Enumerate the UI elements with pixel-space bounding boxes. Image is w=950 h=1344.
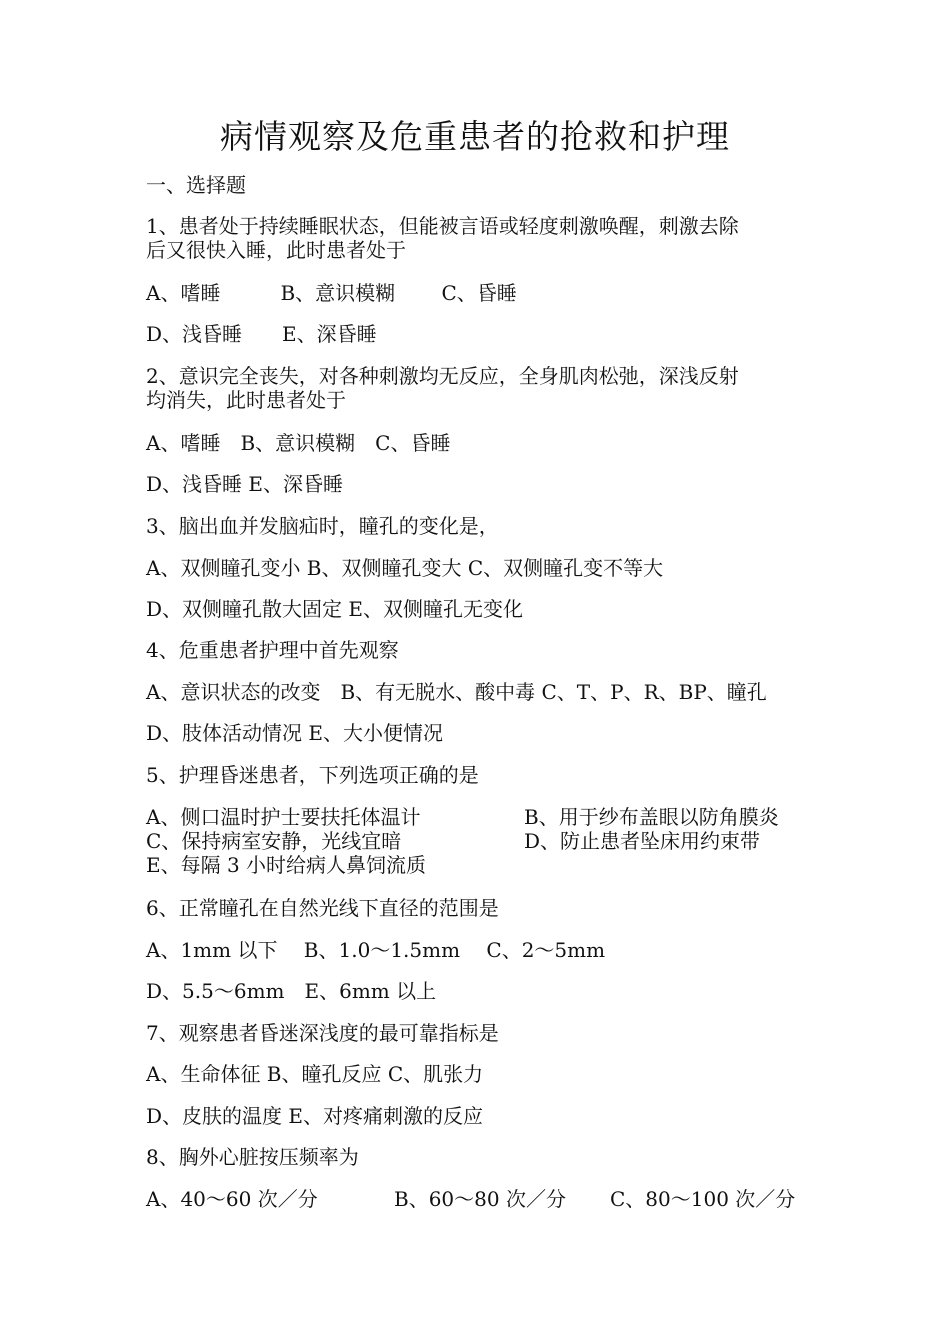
question-5-option-a: A、侧口温时护士要扶托体温计 (146, 805, 421, 829)
question-4-options-row-2: D、肢体活动情况 E、大小便情况 (146, 721, 443, 745)
page-title: 病情观察及危重患者的抢救和护理 (220, 117, 730, 156)
question-5-option-d: D、防止患者坠床用约束带 (524, 829, 761, 853)
question-5-options-row-1 (146, 805, 826, 829)
question-6-options-row-1: A、1mm 以下 B、1.0～1.5mm C、2～5mm (146, 938, 606, 962)
question-4-stem: 4、危重患者护理中首先观察 (146, 638, 399, 662)
question-5-option-b: B、用于纱布盖眼以防角膜炎 (524, 805, 779, 829)
question-1-options-row-2: D、浅昏睡 E、深昏睡 (146, 322, 377, 346)
question-2-options-row-1: A、嗜睡 B、意识模糊 C、昏睡 (146, 431, 451, 455)
question-6-stem: 6、正常瞳孔在自然光线下直径的范围是 (146, 896, 499, 920)
question-3-stem: 3、脑出血并发脑疝时，瞳孔的变化是， (146, 514, 499, 538)
question-8-option-a: A、40～60 次／分 (146, 1187, 318, 1211)
question-8-stem: 8、胸外心脏按压频率为 (146, 1145, 359, 1169)
question-3-options-row-2: D、双侧瞳孔散大固定 E、双侧瞳孔无变化 (146, 597, 523, 621)
question-5-stem: 5、护理昏迷患者，下列选项正确的是 (146, 763, 479, 787)
question-7-options-row-1: A、生命体征 B、瞳孔反应 C、肌张力 (146, 1062, 484, 1086)
question-8-options-row-1 (146, 1187, 826, 1211)
question-5-options-row-2 (146, 829, 826, 853)
question-3-options-row-1: A、双侧瞳孔变小 B、双侧瞳孔变大 C、双侧瞳孔变不等大 (146, 556, 664, 580)
question-1-options-row-1: A、嗜睡 B、意识模糊 C、昏睡 (146, 281, 517, 305)
question-4-options-row-1: A、意识状态的改变 B、有无脱水、酸中毒 C、T、P、R、BP、瞳孔 (146, 680, 767, 704)
question-1-stem-line-2: 后又很快入睡，此时患者处于 (146, 238, 406, 262)
question-8-option-c: C、80～100 次／分 (610, 1187, 796, 1211)
question-8-option-b: B、60～80 次／分 (394, 1187, 566, 1211)
question-1-stem-line-1: 1、患者处于持续睡眠状态，但能被言语或轻度刺激唤醒，刺激去除 (146, 214, 739, 238)
question-5-option-e: E、每隔 3 小时给病人鼻饲流质 (146, 853, 427, 877)
question-2-options-row-2: D、浅昏睡 E、深昏睡 (146, 472, 343, 496)
question-7-stem: 7、观察患者昏迷深浅度的最可靠指标是 (146, 1021, 499, 1045)
question-6-options-row-2: D、5.5～6mm E、6mm 以上 (146, 979, 437, 1003)
question-7-options-row-2: D、皮肤的温度 E、对疼痛刺激的反应 (146, 1104, 483, 1128)
question-2-stem-line-1: 2、意识完全丧失，对各种刺激均无反应，全身肌肉松弛，深浅反射 (146, 364, 739, 388)
question-5-option-c: C、保持病室安静，光线宜暗 (146, 829, 402, 853)
question-2-stem-line-2: 均消失，此时患者处于 (146, 388, 346, 412)
section-heading: 一、选择题 (146, 173, 246, 197)
